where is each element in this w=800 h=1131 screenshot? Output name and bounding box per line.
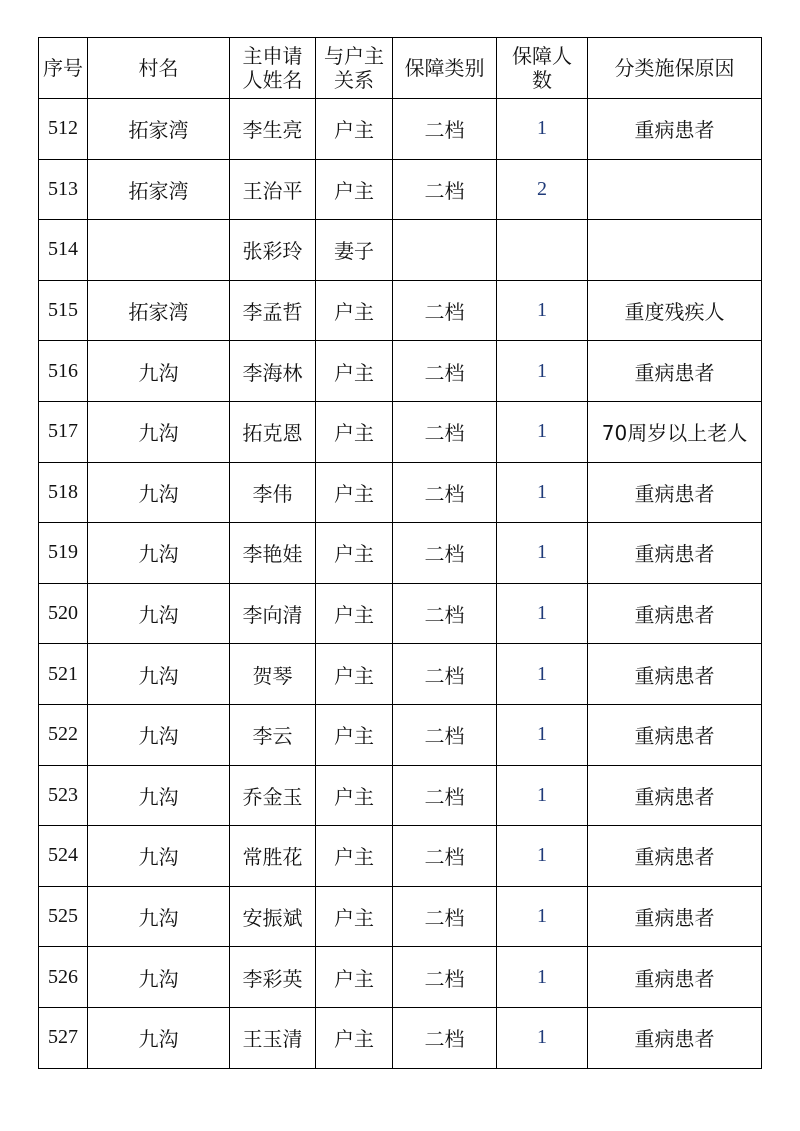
header-count-line2: 数 [532, 68, 552, 92]
cell-category: 二档 [393, 583, 497, 644]
cell-village: 九沟 [88, 341, 230, 402]
cell-applicant-name: 李生亮 [230, 99, 316, 160]
header-relation [316, 38, 393, 99]
table-row [39, 523, 762, 584]
cell-applicant-name: 拓克恩 [230, 401, 316, 462]
cell-applicant-name: 李向清 [230, 583, 316, 644]
table-body [39, 99, 762, 1069]
cell-reason: 重病患者 [588, 99, 762, 160]
cell-category: 二档 [393, 1007, 497, 1068]
cell-village [88, 220, 230, 281]
cell-reason: 重病患者 [588, 341, 762, 402]
table-row [39, 947, 762, 1008]
cell-count: 1 [497, 280, 588, 341]
cell-applicant-name: 李伟 [230, 462, 316, 523]
cell-relation: 户主 [316, 704, 393, 765]
cell-relation: 户主 [316, 765, 393, 826]
document-page [38, 37, 762, 1069]
cell-category: 二档 [393, 826, 497, 887]
table-row [39, 341, 762, 402]
cell-seq: 522 [39, 704, 88, 765]
cell-relation: 户主 [316, 947, 393, 1008]
cell-category: 二档 [393, 947, 497, 1008]
table-row [39, 704, 762, 765]
cell-seq: 526 [39, 947, 88, 1008]
table-row [39, 401, 762, 462]
cell-count: 1 [497, 826, 588, 887]
table-row [39, 765, 762, 826]
cell-relation: 户主 [316, 583, 393, 644]
cell-applicant-name: 安振斌 [230, 886, 316, 947]
cell-relation: 户主 [316, 159, 393, 220]
cell-seq: 525 [39, 886, 88, 947]
cell-count: 2 [497, 159, 588, 220]
cell-category: 二档 [393, 704, 497, 765]
cell-reason: 重病患者 [588, 462, 762, 523]
cell-seq: 513 [39, 159, 88, 220]
cell-village: 九沟 [88, 523, 230, 584]
cell-count: 1 [497, 947, 588, 1008]
header-row [39, 38, 762, 99]
cell-village: 九沟 [88, 947, 230, 1008]
cell-reason: 重病患者 [588, 947, 762, 1008]
cell-seq: 523 [39, 765, 88, 826]
header-count [497, 38, 588, 99]
cell-category: 二档 [393, 886, 497, 947]
cell-village: 九沟 [88, 644, 230, 705]
cell-village: 拓家湾 [88, 159, 230, 220]
table-row [39, 1007, 762, 1068]
cell-village: 九沟 [88, 886, 230, 947]
cell-applicant-name: 乔金玉 [230, 765, 316, 826]
table-row [39, 280, 762, 341]
header-applicant-line1: 主申请 [242, 44, 303, 68]
table-row [39, 886, 762, 947]
cell-count: 1 [497, 644, 588, 705]
cell-village: 拓家湾 [88, 99, 230, 160]
cell-village: 九沟 [88, 462, 230, 523]
header-seq: 序号 [39, 38, 88, 99]
cell-applicant-name: 张彩玲 [230, 220, 316, 281]
cell-relation: 户主 [316, 341, 393, 402]
cell-applicant-name: 李云 [230, 704, 316, 765]
cell-count: 1 [497, 523, 588, 584]
cell-seq: 524 [39, 826, 88, 887]
cell-category: 二档 [393, 644, 497, 705]
cell-count: 1 [497, 765, 588, 826]
cell-category: 二档 [393, 401, 497, 462]
cell-seq: 518 [39, 462, 88, 523]
cell-seq: 521 [39, 644, 88, 705]
cell-seq: 515 [39, 280, 88, 341]
cell-applicant-name: 王玉清 [230, 1007, 316, 1068]
cell-applicant-name: 李海林 [230, 341, 316, 402]
cell-reason: 重病患者 [588, 1007, 762, 1068]
cell-count: 1 [497, 886, 588, 947]
table-row [39, 644, 762, 705]
cell-relation: 户主 [316, 280, 393, 341]
header-category: 保障类别 [393, 38, 497, 99]
cell-applicant-name: 李彩英 [230, 947, 316, 1008]
cell-reason: 重病患者 [588, 826, 762, 887]
cell-village: 拓家湾 [88, 280, 230, 341]
cell-reason [588, 159, 762, 220]
cell-seq: 520 [39, 583, 88, 644]
cell-category [393, 220, 497, 281]
cell-village: 九沟 [88, 1007, 230, 1068]
cell-category: 二档 [393, 99, 497, 160]
cell-seq: 512 [39, 99, 88, 160]
cell-relation: 户主 [316, 462, 393, 523]
header-village: 村名 [88, 38, 230, 99]
cell-count: 1 [497, 401, 588, 462]
cell-reason: 重病患者 [588, 886, 762, 947]
cell-relation: 户主 [316, 523, 393, 584]
header-reason: 分类施保原因 [588, 38, 762, 99]
cell-count: 1 [497, 99, 588, 160]
cell-seq: 519 [39, 523, 88, 584]
cell-village: 九沟 [88, 765, 230, 826]
cell-reason: 重病患者 [588, 583, 762, 644]
header-relation-line2: 关系 [334, 68, 374, 92]
cell-reason: 重病患者 [588, 523, 762, 584]
header-applicant [230, 38, 316, 99]
cell-seq: 514 [39, 220, 88, 281]
header-relation-line1: 与户主 [324, 44, 384, 68]
cell-applicant-name: 李艳娃 [230, 523, 316, 584]
table-row [39, 826, 762, 887]
cell-reason: 重病患者 [588, 704, 762, 765]
cell-reason: 重病患者 [588, 765, 762, 826]
cell-relation: 妻子 [316, 220, 393, 281]
cell-reason: 70周岁以上老人 [588, 401, 762, 462]
header-count-line1: 保障人 [512, 44, 572, 68]
table-row [39, 583, 762, 644]
cell-category: 二档 [393, 159, 497, 220]
cell-village: 九沟 [88, 826, 230, 887]
cell-count: 1 [497, 462, 588, 523]
table-row [39, 462, 762, 523]
cell-relation: 户主 [316, 644, 393, 705]
cell-village: 九沟 [88, 583, 230, 644]
cell-reason [588, 220, 762, 281]
cell-count [497, 220, 588, 281]
cell-category: 二档 [393, 341, 497, 402]
header-applicant-line2: 人姓名 [242, 68, 303, 92]
cell-category: 二档 [393, 462, 497, 523]
cell-applicant-name: 贺琴 [230, 644, 316, 705]
cell-village: 九沟 [88, 704, 230, 765]
table-row [39, 159, 762, 220]
cell-category: 二档 [393, 765, 497, 826]
cell-relation: 户主 [316, 826, 393, 887]
assistance-table [38, 37, 762, 1069]
cell-category: 二档 [393, 280, 497, 341]
table-row [39, 220, 762, 281]
cell-village: 九沟 [88, 401, 230, 462]
cell-reason: 重度残疾人 [588, 280, 762, 341]
cell-applicant-name: 常胜花 [230, 826, 316, 887]
cell-count: 1 [497, 583, 588, 644]
cell-relation: 户主 [316, 401, 393, 462]
cell-relation: 户主 [316, 99, 393, 160]
cell-count: 1 [497, 704, 588, 765]
cell-category: 二档 [393, 523, 497, 584]
cell-reason: 重病患者 [588, 644, 762, 705]
cell-seq: 517 [39, 401, 88, 462]
cell-applicant-name: 王治平 [230, 159, 316, 220]
cell-applicant-name: 李孟哲 [230, 280, 316, 341]
table-row [39, 99, 762, 160]
cell-seq: 516 [39, 341, 88, 402]
cell-relation: 户主 [316, 886, 393, 947]
cell-count: 1 [497, 1007, 588, 1068]
cell-count: 1 [497, 341, 588, 402]
cell-relation: 户主 [316, 1007, 393, 1068]
cell-seq: 527 [39, 1007, 88, 1068]
